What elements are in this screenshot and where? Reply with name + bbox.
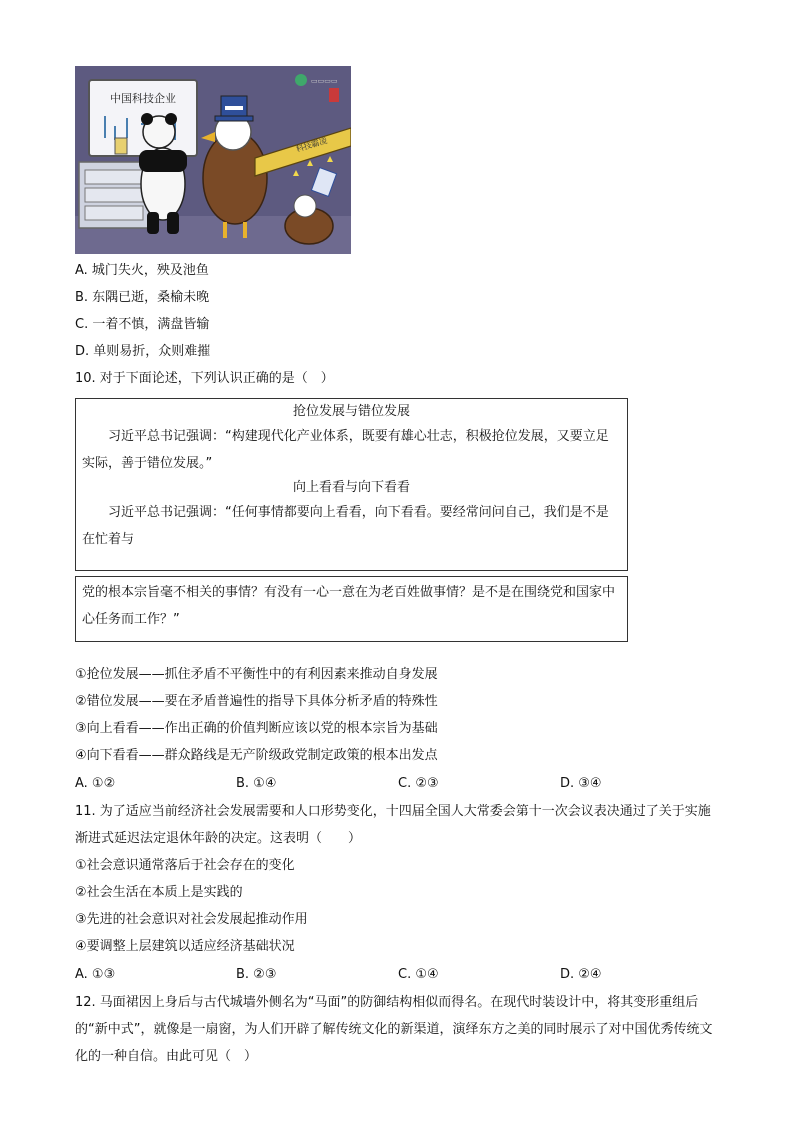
- q10-statement-4: ④向下看看——群众路线是无产阶级政党制定政策的根本出发点: [75, 748, 438, 763]
- q9-option-b: B. 东隅已逝，桑榆未晚: [75, 290, 210, 305]
- q10-material-title-2: 向上看看与向下看看: [292, 480, 410, 495]
- q10-choice-a: A. ①②: [75, 776, 116, 791]
- cartoon-ribbon-text: 科技霸凌: [294, 135, 329, 154]
- q11-stem: 11. 为了适应当前经济社会发展需要和人口形势变化，十四届全国人大常委会第十一次会议表决通过了关于实施渐进式延迟法定退休年龄的决定。这表明（ ）: [75, 804, 711, 846]
- q10-material-para-3: 党的根本宗旨毫不相关的事情？有没有一心一意在为老百姓做事情？是不是在围绕党和国家中心任务而工作？”: [82, 585, 616, 627]
- q11-choice-a: A. ①③: [75, 967, 116, 982]
- q10-material-para-1: 习近平总书记强调：“构建现代化产业体系，既要有雄心壮志，积极抢位发展，又要立足实际，善于错位发展。”: [82, 429, 609, 471]
- q10-material-box-1: [75, 398, 628, 571]
- q11-statement-4: ④要调整上层建筑以适应经济基础状况: [75, 939, 295, 954]
- q9-option-d: D. 单则易折，众则难摧: [75, 344, 211, 359]
- q10-statement-3: ③向上看看——作出正确的价值判断应该以党的根本宗旨为基础: [75, 721, 438, 736]
- q11-choice-b: B. ②③: [236, 967, 277, 982]
- q11-choice-c: C. ①④: [398, 967, 439, 982]
- q11-choice-d: D. ②④: [560, 967, 602, 982]
- q11-statement-2: ②社会生活在本质上是实践的: [75, 885, 243, 900]
- q10-material-box-2: [75, 576, 628, 642]
- q12-stem: 12. 马面裙因上身后与古代城墙外侧名为“马面”的防御结构相似而得名。在现代时装设计中，将其变形重组后的“新中式”，就像是一扇窗，为人们开辟了解传统文化的新渠道，演绎东方之美的同时展示了对中国优秀传统文化的一种自信。由此可见（ ）: [75, 995, 713, 1064]
- q11-statement-1: ①社会意识通常落后于社会存在的变化: [75, 858, 295, 873]
- cartoon-illustration: [75, 66, 351, 254]
- q10-material-title-1: 抢位发展与错位发展: [292, 404, 410, 419]
- q10-choice-b: B. ①④: [236, 776, 277, 791]
- cartoon-board-title: 中国科技企业: [110, 92, 176, 105]
- svg-text:▭▭▭▭: ▭▭▭▭: [311, 77, 338, 85]
- q9-option-c: C. 一着不慎，满盘皆输: [75, 317, 210, 332]
- cartoon-svg: [75, 66, 351, 254]
- q9-option-a: A. 城门失火，殃及池鱼: [75, 263, 209, 278]
- q11-statement-3: ③先进的社会意识对社会发展起推动作用: [75, 912, 308, 927]
- q10-statement-2: ②错位发展——要在矛盾普遍性的指导下具体分析矛盾的特殊性: [75, 694, 438, 709]
- q10-material-para-2: 习近平总书记强调：“任何事情都要向上看看，向下看看。要经常问问自己，我们是不是在忙着与: [82, 505, 609, 547]
- q10-choice-c: C. ②③: [398, 776, 439, 791]
- q10-stem: 10. 对于下面论述，下列认识正确的是（ ）: [75, 371, 334, 386]
- q10-statement-1: ①抢位发展——抓住矛盾不平衡性中的有利因素来推动自身发展: [75, 667, 438, 682]
- q10-choice-d: D. ③④: [560, 776, 602, 791]
